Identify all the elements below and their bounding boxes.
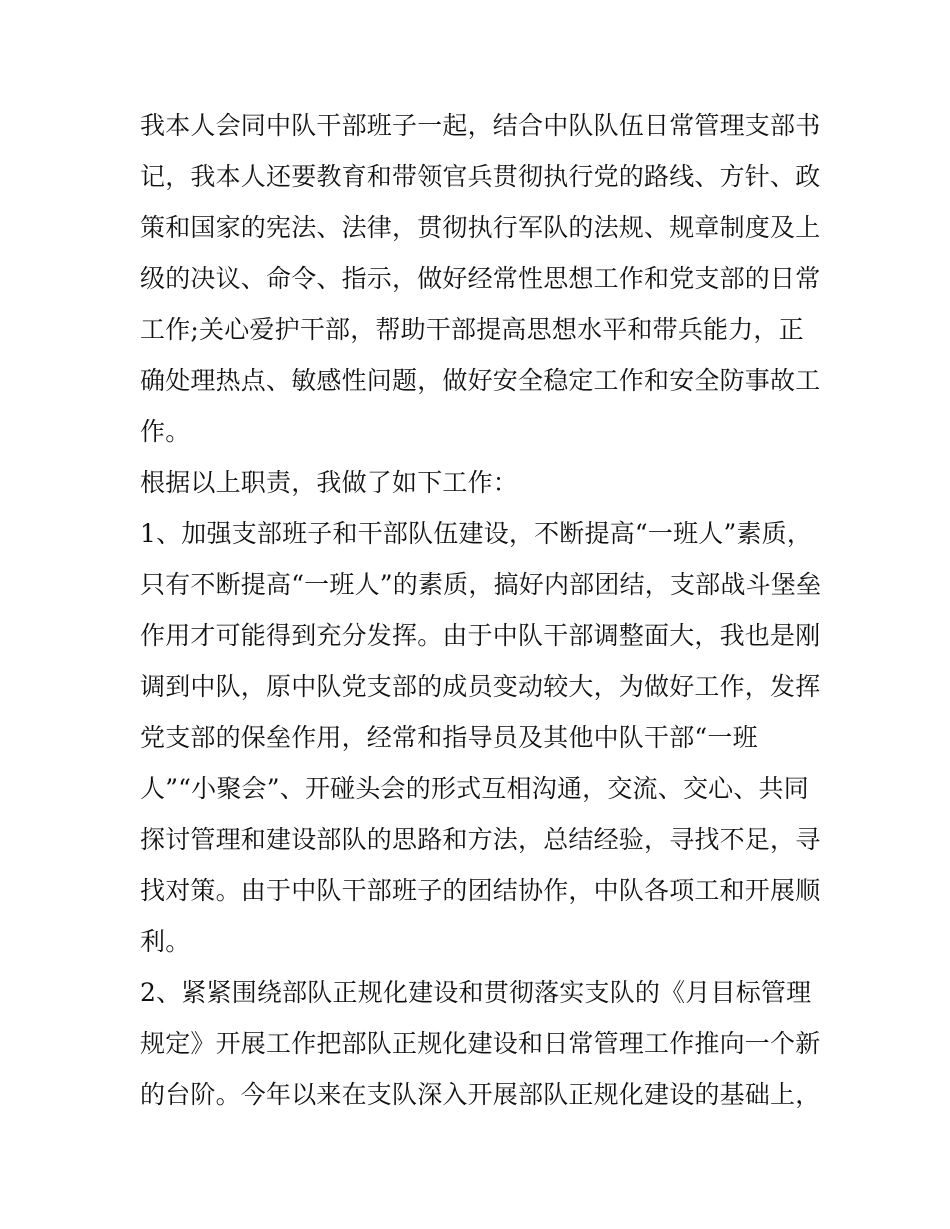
- document-body: [140, 100, 820, 1120]
- text-line: 策和国家的宪法、法律，贯彻执行军队的法规、规章制度及上: [140, 213, 821, 242]
- text-line: 2、紧紧围绕部队正规化建设和贯彻落实支队的《月目标管理: [140, 978, 812, 1007]
- text-line: 作。: [140, 417, 191, 446]
- text-line: 利。: [140, 927, 191, 956]
- text-line: 党支部的保垒作用，经常和指导员及其他中队干部“一班: [140, 723, 758, 752]
- text-line: 规定》开展工作把部队正规化建设和日常管理工作推向一个新: [140, 1029, 821, 1058]
- text-line: 人”“小聚会”、开碰头会的形式互相沟通，交流、交心、共同: [140, 774, 809, 803]
- text-line: 级的决议、命令、指示，做好经常性思想工作和党支部的日常: [140, 264, 821, 293]
- text-line: 作用才可能得到充分发挥。由于中队干部调整面大，我也是刚: [140, 621, 821, 650]
- text-line: 根据以上职责，我做了如下工作：: [140, 468, 519, 497]
- text-line: 记，我本人还要教育和带领官兵贯彻执行党的路线、方针、政: [140, 162, 821, 191]
- text-line: 只有不断提高“一班人”的素质，搞好内部团结，支部战斗堡垒: [140, 570, 822, 599]
- text-line: 确处理热点、敏感性问题，做好安全稳定工作和安全防事故工: [140, 366, 821, 395]
- text-line: 1、加强支部班子和干部队伍建设，不断提高“一班人”素质，: [140, 519, 813, 548]
- text-line: 探讨管理和建设部队的思路和方法，总结经验，寻找不足，寻: [140, 825, 821, 854]
- text-line: 找对策。由于中队干部班子的团结协作，中队各项工和开展顺: [140, 876, 821, 905]
- text-line: 的台阶。今年以来在支队深入开展部队正规化建设的基础上，: [140, 1080, 821, 1109]
- text-line: 调到中队，原中队党支部的成员变动较大，为做好工作，发挥: [140, 672, 821, 701]
- text-line: 工作;关心爱护干部，帮助干部提高思想水平和带兵能力，正: [140, 315, 804, 344]
- text-line: 我本人会同中队干部班子一起，结合中队队伍日常管理支部书: [140, 111, 821, 140]
